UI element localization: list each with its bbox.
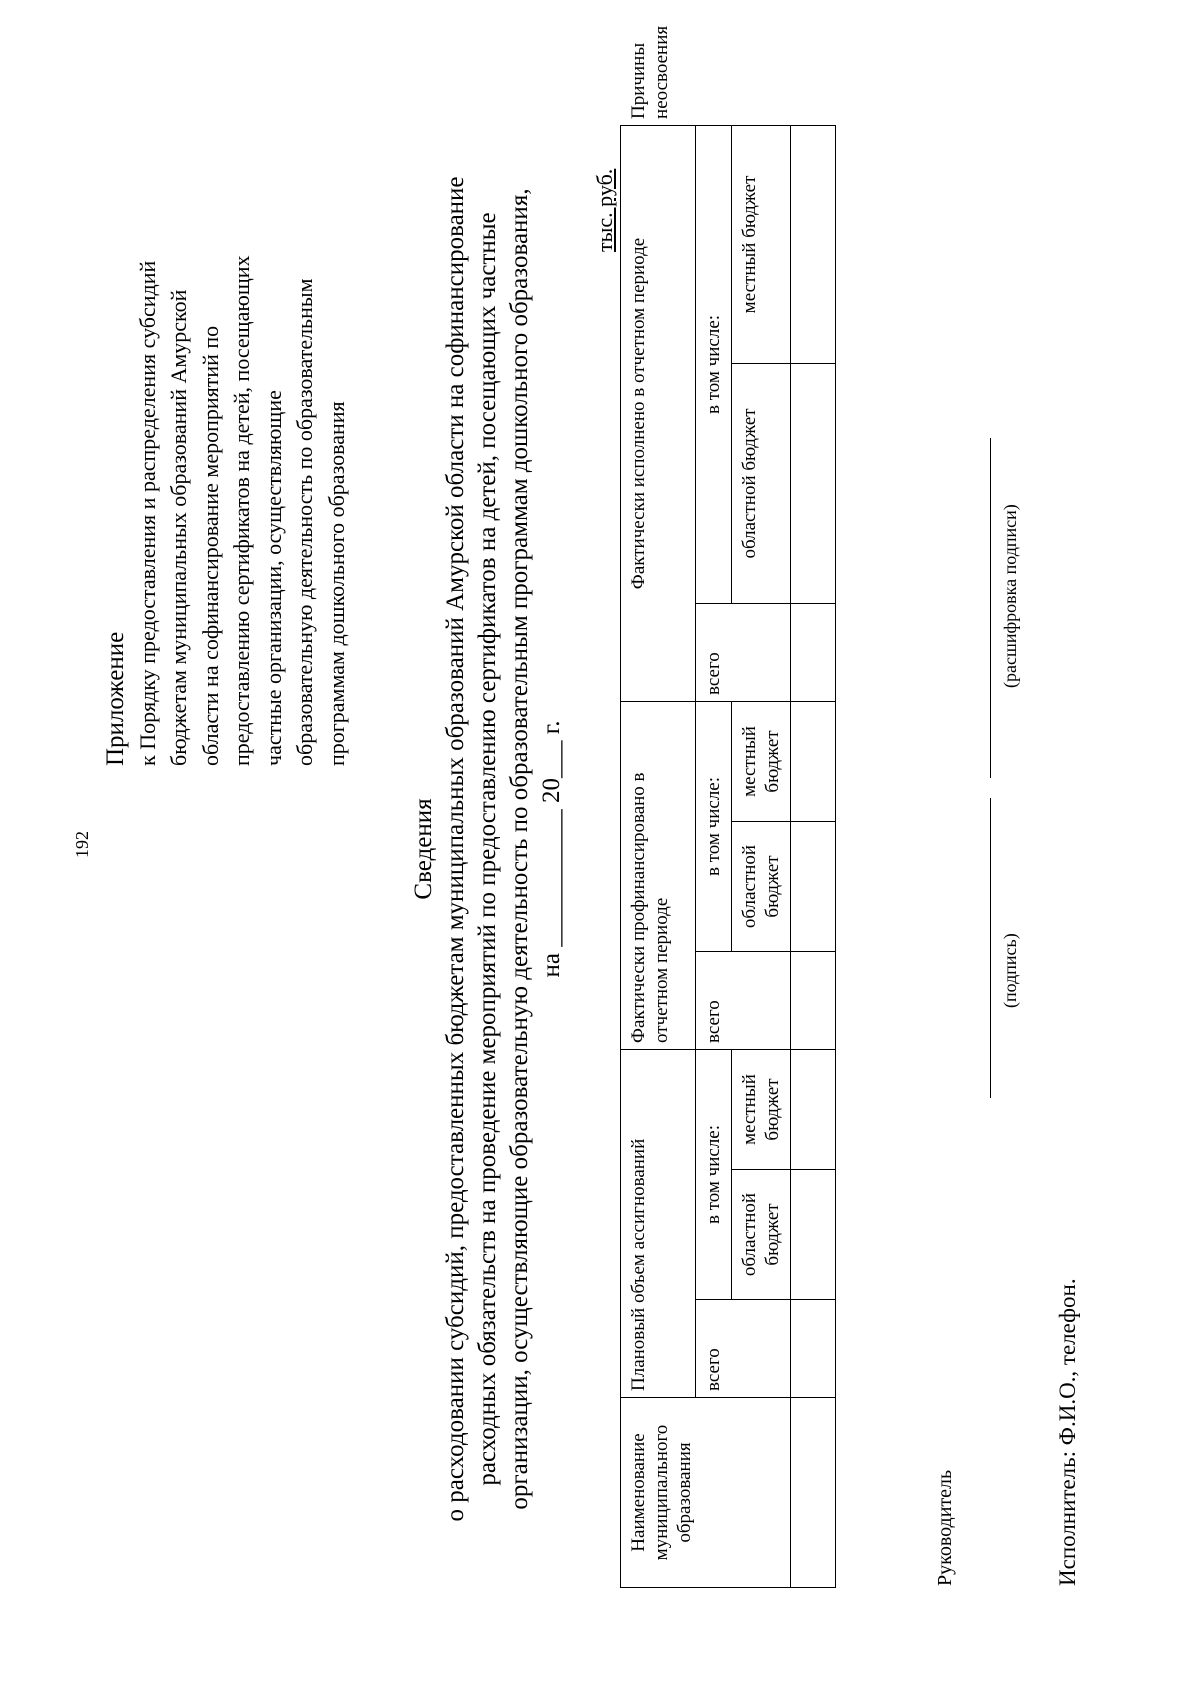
table-cell bbox=[791, 701, 836, 821]
table-cell bbox=[791, 603, 836, 701]
table-row bbox=[791, 125, 836, 1587]
report-subtitle-line: расходных обязательств на проведение мероприятий по предоставлению сертификатов на детей, посещающих частные bbox=[474, 212, 501, 1486]
header-financed: Фактически профинансировано в отчетном периоде bbox=[621, 701, 696, 1049]
decode-line bbox=[990, 438, 991, 778]
decode-caption: (расшифровка подписи) bbox=[1000, 504, 1020, 688]
header-planned: Плановый объем ассигнований bbox=[621, 1049, 696, 1397]
table-cell bbox=[791, 125, 836, 363]
header-total: всего bbox=[696, 1300, 791, 1398]
header-regional-budget: областной бюджет bbox=[732, 363, 791, 603]
signature-line bbox=[990, 798, 991, 1098]
header-local-budget: местный бюджет bbox=[732, 1049, 791, 1169]
appendix-line: образовательную деятельность по образовательным bbox=[292, 278, 317, 766]
table-cell bbox=[791, 363, 836, 603]
header-executed: Фактически исполнено в отчетном периоде bbox=[621, 125, 696, 701]
appendix-line: программам дошкольного образования bbox=[323, 401, 349, 766]
head-label: Руководитель bbox=[934, 1469, 956, 1586]
report-title: Сведения bbox=[410, 798, 437, 900]
report-subtitle-line: о расходовании субсидий, предоставленных бюджетам муниципальных образований Амурской области на софинансирование bbox=[442, 176, 469, 1522]
header-total: всего bbox=[696, 603, 791, 701]
table-cell bbox=[791, 1398, 836, 1588]
table-cell bbox=[791, 1049, 836, 1169]
report-date-line: на ___________ 20___ г. bbox=[538, 720, 565, 978]
table-cell bbox=[791, 821, 836, 951]
header-regional-budget: областной бюджет bbox=[732, 821, 791, 951]
header-local-budget: местный бюджет bbox=[732, 701, 791, 821]
appendix-line: к Порядку предоставления и распределения субсидий bbox=[134, 260, 160, 766]
header-including: в том числе: bbox=[696, 1049, 732, 1299]
report-heading bbox=[408, 0, 568, 1698]
appendix-line: области на софинансирование мероприятий по bbox=[197, 325, 223, 766]
table-cell bbox=[791, 1170, 836, 1300]
appendix-line: бюджетам муниципальных образований Амурской bbox=[166, 289, 191, 766]
report-subtitle-line: организации, осуществляющие образовательную деятельность по образовательным программам дошкольного образования, bbox=[506, 188, 533, 1510]
page-number: 192 bbox=[72, 831, 92, 858]
appendix-block bbox=[100, 126, 352, 766]
appendix-line: предоставлению сертификатов на детей, посещающих bbox=[229, 255, 254, 766]
header-municipality: Наименование муниципального образования bbox=[621, 1398, 791, 1588]
header-total: всего bbox=[696, 951, 791, 1049]
table-cell bbox=[791, 951, 836, 1049]
header-regional-budget: областной бюджет bbox=[732, 1170, 791, 1300]
report-table: Наименование муниципального образования Плановый объем ассигнований Фактически профинансировано в отчетном периоде Фактически исполнено в отчетном периоде Причины неосвоения всего в том числе: всего в том числе: всего в том числе: областной бюджет местный бюджет областной бюджет местный бюджет областной бюджет местный бюджет bbox=[620, 125, 836, 1588]
appendix-title: Приложение bbox=[102, 631, 129, 766]
header-including: в том числе: bbox=[696, 701, 732, 951]
units-label: тыс. руб. bbox=[592, 168, 617, 252]
header-including: в том числе: bbox=[696, 125, 732, 603]
header-local-budget: местный бюджет bbox=[732, 125, 791, 363]
appendix-line: частные организации, осуществляющие bbox=[260, 390, 286, 766]
executor-line: Исполнитель: Ф.И.О., телефон. bbox=[1055, 1278, 1080, 1586]
table-cell bbox=[791, 1300, 836, 1398]
signature-caption: (подпись) bbox=[1000, 933, 1020, 1008]
